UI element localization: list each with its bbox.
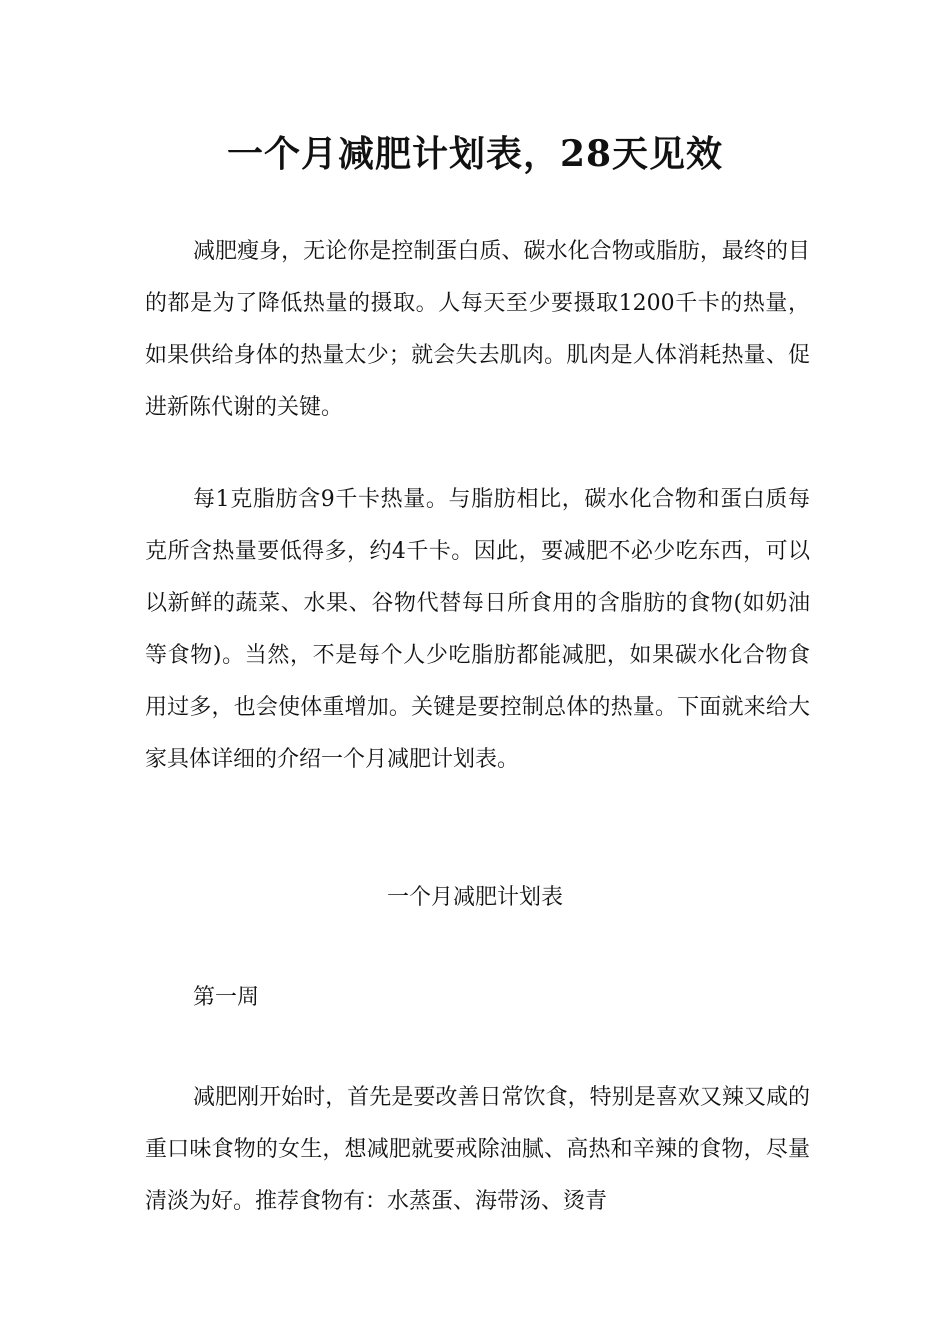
week-label: 第一周: [193, 985, 260, 1010]
section-heading: 一个月减肥计划表: [386, 885, 563, 910]
document-title: 一个月减肥计划表，28天见效: [226, 133, 724, 175]
paragraph-intro: 减肥瘦身，无论你是控制蛋白质、碳水化合物或脂肪，最终的目的都是为了降低热量的摄取。人每天至少要摄取1200千卡的热量，如果供给身体的热量太少；就会失去肌肉。肌肉是人体消耗热量、促进新陈代谢的关键。: [145, 239, 810, 420]
paragraph-week-one: 减肥刚开始时，首先是要改善日常饮食，特别是喜欢又辣又咸的重口味食物的女生，想减肥就要戒除油腻、高热和辛辣的食物，尽量清淡为好。推荐食物有：水蒸蛋、海带汤、烫青: [145, 1085, 810, 1214]
paragraph-calories: 每1克脂肪含9千卡热量。与脂肪相比，碳水化合物和蛋白质每克所含热量要低得多，约4千卡。因此，要减肥不必少吃东西，可以以新鲜的蔬菜、水果、谷物代替每日所食用的含脂肪的食物(如奶油等食物)。当然，不是每个人少吃脂肪都能减肥，如果碳水化合物食用过多，也会使体重增加。关键是要控制总体的热量。下面就来给大家具体详细的介绍一个月减肥计划表。: [145, 487, 810, 772]
